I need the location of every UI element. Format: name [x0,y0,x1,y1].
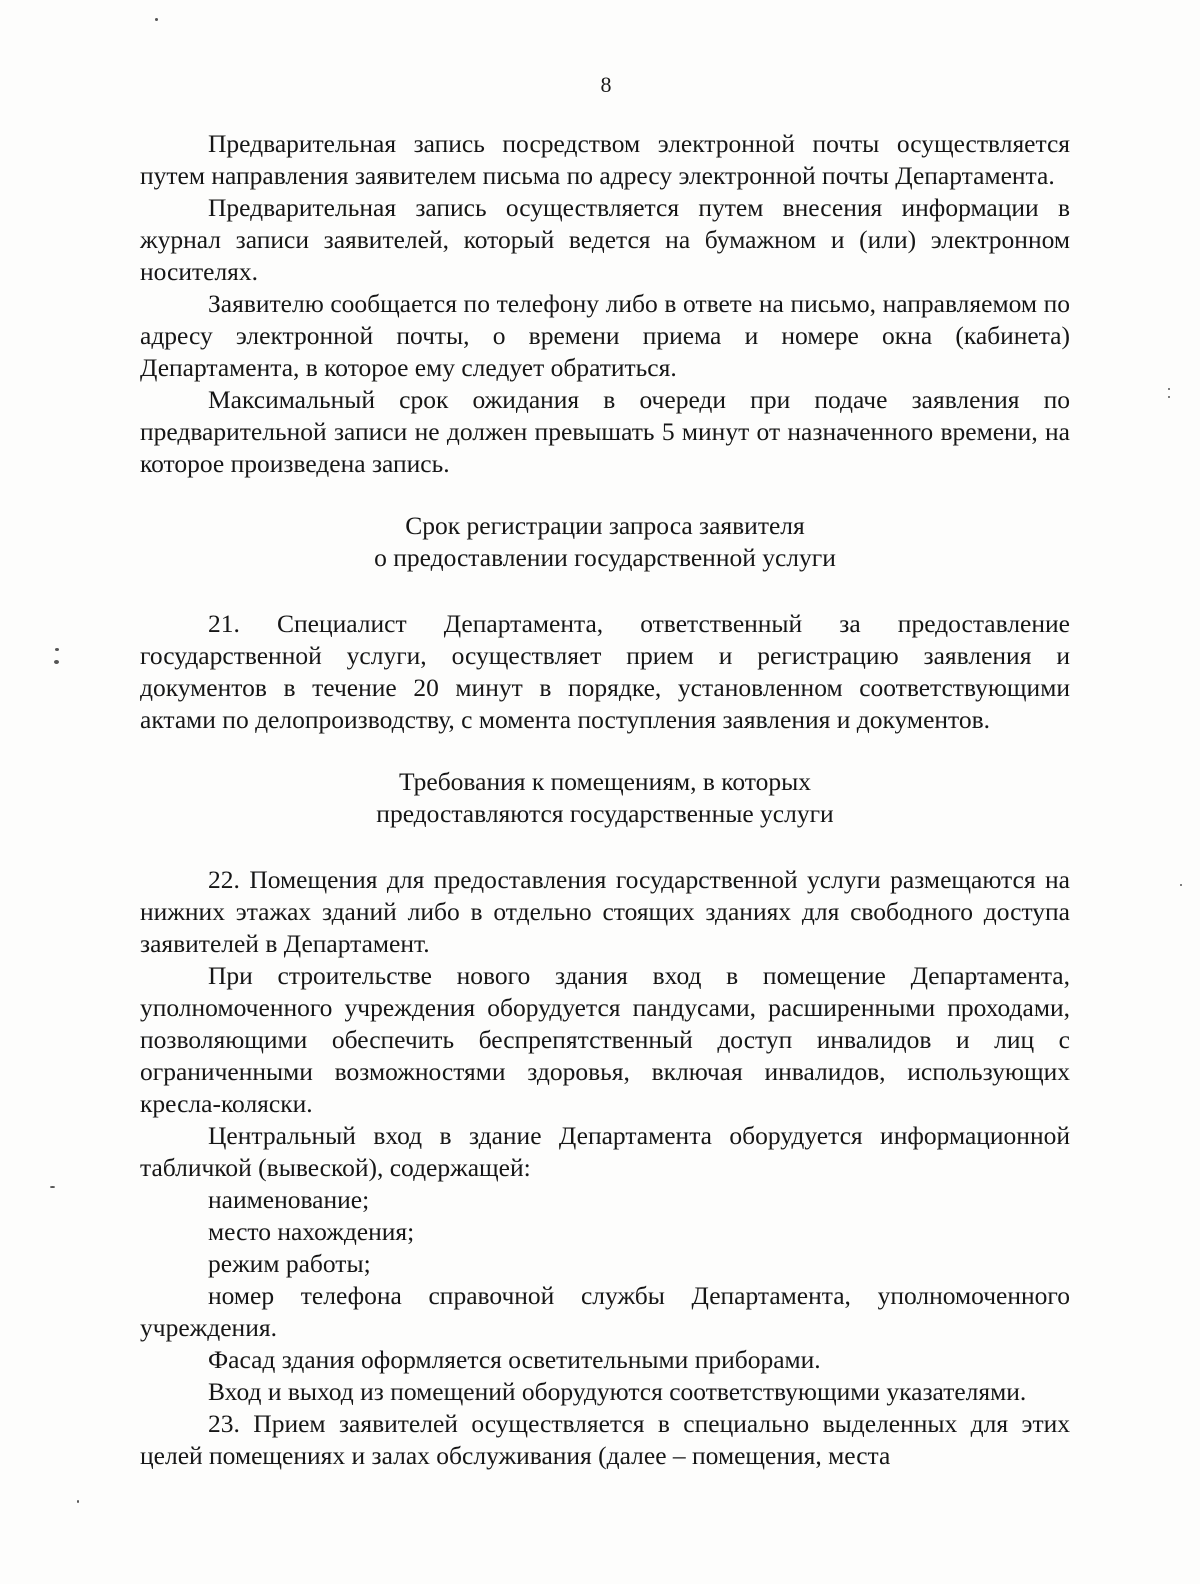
scan-speck [50,1186,55,1188]
paragraph-email-booking: Предварительная запись посредством электронной почты осуществляется путем направления заявителем письма по адресу электронной почты Департамента. [140,129,1070,190]
paragraph-new-building: При строительстве нового здания вход в помещение Департамента, уполномоченного учреждения оборудуется пандусами, расширенными проходами, позволяющими обеспечить беспрепятственный доступ инвалидов и лиц с ограниченными возможностями здоровья, включая инвалидов, использующих кресла-коляски. [140,961,1070,1118]
scan-speck [54,660,59,664]
list-item-working-hours: режим работы; [208,1249,371,1278]
scan-speck [77,1500,79,1503]
paragraph-22: 22. Помещения для предоставления государственной услуги размещаются на нижних этажах зданий либо в отдельно стоящих зданиях для свободного доступа заявителей в Департамент. [140,865,1070,958]
section-heading-registration-line2: о предоставлении государственной услуги [374,543,836,572]
list-item-location: место нахождения; [208,1217,415,1246]
scan-speck [1180,884,1182,886]
list-item-name: наименование; [208,1185,370,1214]
paragraph-booking-journal: Предварительная запись осуществляется путем внесения информации в журнал записи заявителей, который ведется на бумажном и (или) электронном носителях. [140,193,1070,286]
document-body [140,128,1070,1472]
section-heading-registration-line1: Срок регистрации запроса заявителя [405,511,805,540]
scan-speck [155,18,158,21]
section-heading-premises-line2: предоставляются государственные услуги [376,799,834,828]
paragraph-23: 23. Прием заявителей осуществляется в специально выделенных для этих целей помещениях и залах обслуживания (далее – помещения, места [140,1409,1070,1470]
section-heading-premises-line1: Требования к помещениям, в которых [399,767,811,796]
paragraph-phone-number: номер телефона справочной службы Департамента, уполномоченного учреждения. [140,1281,1070,1342]
paragraph-central-entrance: Центральный вход в здание Департамента оборудуется информационной табличкой (вывеской), содержащей: [140,1121,1070,1182]
paragraph-applicant-notice: Заявителю сообщается по телефону либо в ответе на письмо, направляемом по адресу электронной почты, о времени приема и номере окна (кабинета) Департамента, в которое ему следует обратиться. [140,289,1070,382]
scan-speck [55,648,59,651]
scan-speck [1168,388,1170,390]
paragraph-max-wait: Максимальный срок ожидания в очереди при подаче заявления по предварительной записи не должен превышать 5 минут от назначенного времени, на которое произведена запись. [140,385,1070,478]
paragraph-facade: Фасад здания оформляется осветительными приборами. [208,1345,821,1374]
scan-speck [1168,396,1170,398]
paragraph-entrance-exit: Вход и выход из помещений оборудуются соответствующими указателями. [208,1377,1027,1406]
paragraph-21: 21. Специалист Департамента, ответственный за предоставление государственной услуги, осуществляет прием и регистрацию заявления и документов в течение 20 минут в порядке, установленном соответствующими актами по делопроизводству, с момента поступления заявления и документов. [140,609,1070,734]
page-number: 8 [600,72,612,97]
